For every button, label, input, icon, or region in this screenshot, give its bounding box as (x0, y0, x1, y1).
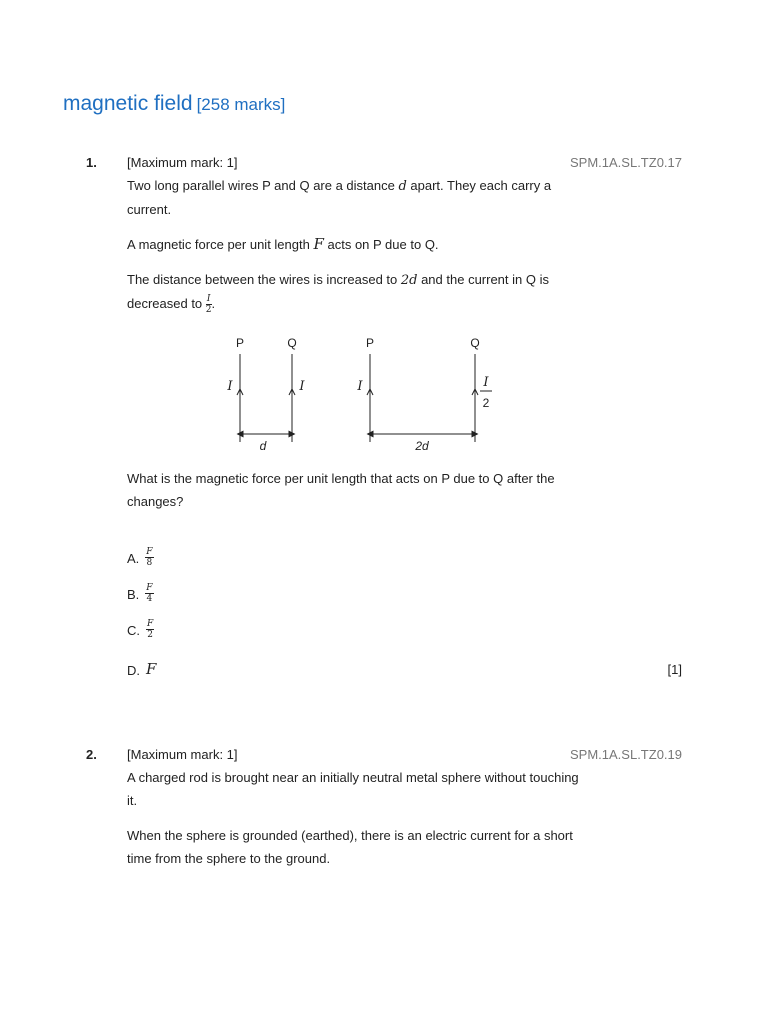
distance-d-left: d (259, 439, 267, 453)
question-marks: [1] (667, 662, 682, 677)
question-number: 2. (86, 747, 97, 762)
option-a[interactable]: A. $\frac{F}{8}$ (127, 547, 153, 568)
question-code: SPM.1A.SL.TZ0.19 (570, 747, 682, 762)
question-prompt: What is the magnetic force per unit length that acts on P due to Q after the changes? (127, 471, 555, 509)
question-text-2: When the sphere is grounded (earthed), there is an electric current for a short time from the sphere to the ground. (127, 828, 573, 866)
current-q-right-numerator: I (483, 375, 489, 390)
question-text-1: A charged rod is brought near an initially neutral metal sphere without touching it. (127, 770, 579, 808)
current-i-q-left: I (299, 379, 305, 394)
question-text-3: The distance between the wires is increased to 2d and the current in Q is decreased to $\frac{I}{2}$ . (127, 272, 549, 315)
current-q-right-denominator: 2 (482, 396, 490, 410)
question-code: SPM.1A.SL.TZ0.17 (570, 155, 682, 170)
question-text-1: Two long parallel wires P and Q are a distance d apart. They each carry a current. (127, 178, 552, 217)
fraction-i-over-2: $\frac{I}{2}$ (205, 293, 212, 315)
distance-2d-right: 2d (415, 439, 429, 453)
total-marks: [258 marks] (196, 95, 286, 114)
label-p-right: P (365, 336, 375, 350)
wires-diagram (210, 330, 510, 460)
question-number: 1. (86, 155, 97, 170)
question-body (127, 743, 582, 870)
option-c[interactable]: C. $\frac{F}{2}$ (127, 619, 154, 640)
label-p-left: P (235, 336, 245, 350)
label-q-left: Q (287, 336, 297, 350)
topic-title: magnetic field (63, 92, 193, 115)
current-i-p-left: I (227, 379, 233, 394)
question-text-2: A magnetic force per unit length F acts on P due to Q. (127, 235, 439, 253)
option-d[interactable]: D. F (127, 660, 157, 679)
question-body (127, 151, 587, 315)
option-b[interactable]: B. $\frac{F}{4}$ (127, 583, 153, 604)
label-q-right: Q (470, 336, 480, 350)
current-i-p-right: I (357, 379, 363, 394)
page-title (63, 92, 285, 116)
max-mark: [Maximum mark: 1] (127, 747, 238, 762)
max-mark: [Maximum mark: 1] (127, 155, 238, 170)
